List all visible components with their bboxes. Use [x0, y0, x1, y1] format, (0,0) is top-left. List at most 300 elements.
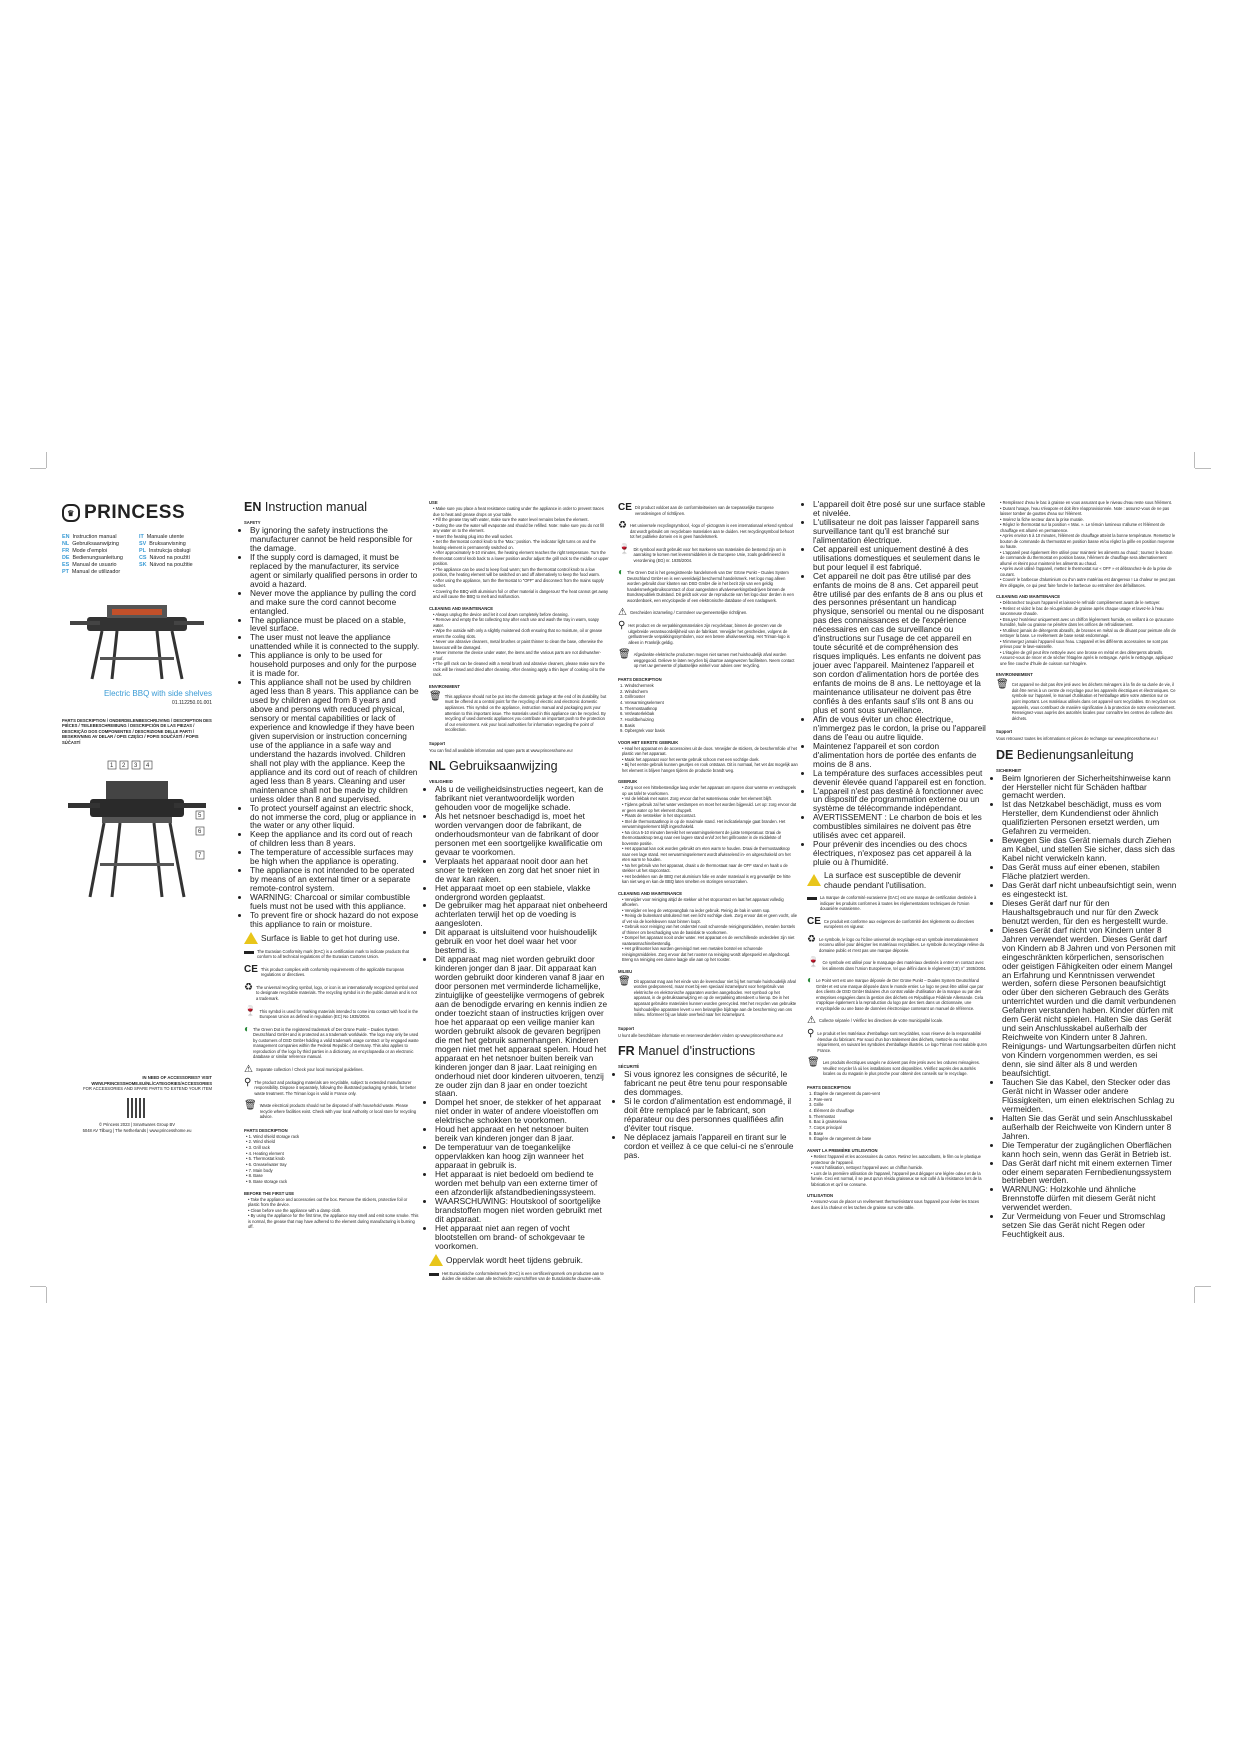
fr-ce-note: CE Ce produit est conforme aux exigences de conformité des règlements ou directives européens en vigueur.	[807, 915, 975, 930]
fr-use-list-a	[807, 1199, 987, 1210]
eac-mark-icon: ▬	[807, 892, 817, 904]
list-item: • The user must not leave the appliance unattended while it is connected to the supply.	[250, 633, 420, 651]
crop-mark	[1194, 452, 1195, 468]
model-number: 01.112250.01.001	[172, 700, 212, 706]
list-item: • Afin de vous éviter un choc électrique, n'immergez pas le cordon, la prise ou l'appareil dans de l'eau ou autre liquide.	[813, 715, 987, 742]
list-item: • Réglez le thermostat sur la position « Max. ». Le témoin lumineux s'allume et l'élément de chauffage est allumé en permanence.	[1000, 522, 1178, 533]
brand-logo	[62, 502, 212, 524]
nl-fr-column	[618, 500, 798, 1260]
list-item: • Das Gerät darf nicht mit einem externen Timer oder einem separaten Fernbedienungssystem betrieben werden.	[1002, 1159, 1178, 1186]
green-dot-icon: ◐	[618, 567, 625, 579]
list-item: • L'appareil doit être posé sur une surface stable et nivelée.	[813, 500, 987, 518]
list-item: • Après avoir utilisé l'appareil, mettez le thermostat sur « OFF » et débranchez-le de la prise de courant.	[1000, 566, 1178, 577]
en-weee-note: 🗑 Waste electrical products should not be disposed of with household waste. Please recycle where facilities exist. Check with your local Authority or local store for recycling advice.	[244, 1100, 417, 1120]
crown-icon: ♛	[62, 504, 80, 522]
sorting-icon: ⚠	[618, 607, 627, 619]
language-label: Návod na použitie	[149, 562, 193, 568]
list-item: • The appliance must be placed on a stable, level surface.	[250, 616, 420, 634]
list-item: • WARNUNG: Holzkohle und ähnliche Brennstoffe dürfen mit diesem Gerät nicht verwendet werden.	[1002, 1185, 1178, 1212]
language-label: Manuale utente	[146, 534, 184, 540]
list-item: • Pour prévenir des incendies ou des chocs électriques, n'exposez pas cet appareil à la pluie ou à l'humidité.	[813, 840, 987, 867]
fr-green-dot-note: ◐ Le Point vert est une marque déposée de Der Grüne Punkt – Duales System Deutschland GmbH et est une marque déposée dans le monde entier. Le logo ne peut être utilisé que par des clients de DSD GmbH titulaires d'un contrat valide d'utilisation de la marque ou par des entreprises engagées dans la gestion des déchets en République Fédérale Allemande. Cela s'applique également à la reproduction du logo par des tiers dans un dictionnaire, une encyclopédie ou une base de données électronique contenant un manuel de référence.	[807, 975, 984, 1011]
list-item: 4. Verwarmingselement	[620, 699, 664, 705]
list-item: • Verwijder en leeg de vetopvangbak na ieder gebruik. Reinig de bak in warm sop.	[622, 908, 798, 914]
de-safety-list	[996, 774, 1178, 1240]
fr-weee-note: 🗑 Les produits électriques usagés ne doivent pas être jetés avec les ordures ménagères. Veuillez recycler là où les installations sont disponibles. Vérifiez auprès des autorités locales ou du magasin le plus proche pour obtenir des conseils sur le recyclage.	[807, 1057, 980, 1077]
list-item: 7. Hoofdbehuizing	[620, 716, 654, 722]
list-item: • This appliance shall not be used by children aged less than 8 years. This appliance can be used by children aged from 8 years and above and persons with reduced physical, sensory or mental capabilities or lack of experience and knowledge if they have been given supervision or instruction concerning use of the appliance in a safe way and understand the hazards involved. Children shall not play with the appliance. Keep the appliance and its cord out of reach of children aged less than 8 years. Cleaning and user maintenance shall not be made by children unless older than 8 and supervised.	[250, 678, 420, 803]
list-item: • After using the appliance, turn the thermostat to "OFF" and disconnect from the mains supply socket.	[433, 578, 609, 589]
list-item: • Retirez et videz le bac de récupération de graisse après chaque usage et lavez-le à l'eau savonneuse chaude.	[1000, 606, 1178, 617]
nl-packaging-note: ⚲ Het product en de verpakkingsmaterialen zijn recyclebaar, binnen de grenzen van de uitgebreide verantwoordelijkheid van de fabrikant. Verwijder het gescheiden, volgens de geïllustreerde verpakkingssymbolen, voor een betere afvalverwerking. Het Triman-logo is alleen in Frankrijk geldig.	[618, 620, 790, 645]
list-item: • The grill rack can be cleaned with a metal brush and abrasive cleaners, please make sure the rack will be rinsed and dried after cleaning. After cleaning apply a thin layer of cooking oil to the rack.	[433, 661, 609, 678]
parts-heading: PARTS DESCRIPTION / ONDERDELENBESCHRIJVING / DESCRIPTION DES PIÈCES / TEILEBESCHREIBUNG / DESCRIPCIÓN DE LAS PIEZAS / DESCRIÇÃO DOS COMPONENTES / DESCRIZIONE DELLE PARTI / BESKRIVNING AV DELAR / OPIS CZĘŚCI / POPIS SOUČÁSTÍ / POPIS SÚČASTÍ	[62, 718, 212, 745]
fr-hot-surface-warning: La surface est susceptible de devenir chaude pendant l'utilisation.	[807, 870, 987, 890]
de-safety-label: SICHERHEIT	[996, 767, 1022, 773]
en-support-label: Support	[429, 740, 446, 746]
nl-clean-list	[618, 897, 798, 963]
fr-parts-list	[807, 1091, 987, 1142]
nl-before-label: VOOR HET EERSTE GEBRUIK	[618, 739, 679, 745]
language-label: Bedienungsanleitung	[72, 555, 123, 561]
list-item: • The temperature of accessible surfaces may be high when the appliance is operating.	[250, 848, 420, 866]
list-item: • Remplissez d'eau le bac à graisse en vous assurant que le niveau d'eau reste sous l'élément.	[1000, 500, 1178, 506]
language-label: Mode d'emploi	[72, 548, 108, 554]
fr-parts-label: PARTS DESCRIPTION	[807, 1084, 851, 1090]
list-item: • After approximately 5-10 minutes, the heating element reaches the right temperature. Turn the thermostat control knob back to a lower position and/or adjust the grill rack to the middle or upper position.	[433, 550, 609, 567]
fr-food-note: 🍷 Ce symbole est utilisé pour le marquage des matériaux destinés à entrer en contact avec les aliments dans l'Union Européenne, tel que défini dans le règlement (CE) n° 1935/2004.	[807, 957, 987, 971]
list-item: • La température des surfaces accessibles peut devenir élevée quand l'appareil est en fonction.	[813, 769, 987, 787]
language-item	[62, 534, 135, 540]
list-item: 8. Base	[809, 1130, 824, 1136]
list-item: • To protect yourself against an electric shock, do not immerse the cord, plug or appliance in the water or any other liquid.	[250, 804, 420, 831]
list-item: • Als het netsnoer beschadigd is, moet het worden vervangen door de fabrikant, de onderhoudsmonteur van de fabrikant of door personen met een soortgelijke kwalificatie om gevaar te voorkomen.	[435, 812, 609, 857]
en-parts-label: PARTS DESCRIPTION	[244, 1127, 288, 1133]
en-column	[244, 500, 420, 1260]
list-item: • Si le cordon d'alimentation est endommagé, il doit être remplacé par le fabricant, son réparateur ou des personnes qualifiées afin d'éviter tout risque.	[624, 1097, 798, 1133]
accessories-url[interactable]: WWW.PRINCESSHOME.EU/NL/CATEGORIES/ACCESSORIES	[91, 1080, 212, 1086]
list-item: • Keep the appliance and its cord out of reach of children less than 8 years.	[250, 830, 420, 848]
list-item: • Het apparaat niet aan regen of vocht blootstellen om brand- of schokgevaar te voorkomen.	[435, 1224, 609, 1251]
green-dot-icon: ◐	[807, 975, 814, 987]
nl-recycle-note: ♻ Het universele recyclingsymbool, -logo of -pictogram is een internationaal erkend symbool dat wordt gebruikt om recyclebare materialen aan te duiden. Het recyclingsymbool behoort tot het publieke domein en is geen handelsmerk.	[618, 520, 795, 540]
list-item: • Bij het eerste gebruik kunnen geurtjes en rook ontstaan. Dit is normaal, het vet dat mogelijk aan het element is blijven hangen tijdens de productie brandt weg.	[622, 762, 798, 773]
list-item: 7. Corps principal	[809, 1124, 842, 1130]
list-item: 3. Grillrooster	[620, 694, 646, 700]
list-item: • 4. Heating element	[246, 1151, 420, 1157]
en-food-note: 🍷 This symbol is used for marking materials intended to come into contact with food in the European Union as defined in regulation (EC) No 1935/2004.	[244, 1005, 419, 1020]
svg-text:1: 1	[110, 763, 114, 770]
list-item: • Verplaats het apparaat nooit door aan het snoer te trekken en zorg dat het snoer niet in de war kan raken.	[435, 857, 609, 884]
list-item: • Das Gerät darf nicht unbeaufsichtigt sein, wenn es eingesteckt ist.	[1002, 881, 1178, 899]
list-item: 9. Étagère de rangement de base	[809, 1136, 872, 1142]
fr-env-label: ENVIRONNEMENT	[996, 672, 1033, 678]
list-item: • Always unplug the device and let it cool down completely before cleaning.	[433, 612, 609, 618]
list-item: 4. Élément de chauffage	[809, 1107, 855, 1113]
list-item: • Die Temperatur der zugänglichen Oberflächen kann hoch sein, wenn das Gerät in Betrieb ist.	[1002, 1141, 1178, 1159]
language-label: Instruction manual	[72, 534, 117, 540]
nl-separate-note: ⚠ Gescheiden inzameling / Controleer uw gemeentelijke richtlijnen.	[618, 607, 748, 619]
list-item: • Cet appareil ne doit pas être utilisé par des enfants de moins de 8 ans. Cet appareil peut être utilisé par des enfants de 8 ans ou plus et des personnes présentant un handicap physique, sensoriel ou mental ou ne disposant pas des connaissances et de l'expérience nécessaires en cas de surveillance ou d'instructions sur l'usage de cet appareil en toute sécurité et de compréhension des risques impliqués. Les enfants ne doivent pas jouer avec l'appareil. Maintenez l'appareil et son cordon d'alimentation hors de portée des enfants de moins de 8 ans. Le nettoyage et la maintenance utilisateur ne doivent pas être confiés à des enfants sauf s'ils ont 8 ans ou plus et sont sous surveillance.	[813, 572, 987, 715]
language-item	[62, 548, 135, 554]
list-item: • Take the appliance and accessories out the box. Remove the stickers, protective foil or plastic from the device.	[248, 1197, 420, 1208]
nl-use-list	[618, 785, 798, 884]
list-item: • Clean before use the appliance with a damp cloth.	[248, 1208, 420, 1214]
en-hot-surface-warning: Surface is liable to get hot during use.	[244, 932, 420, 944]
fr-before-list	[807, 1154, 987, 1187]
en-safety-label: SAFETY	[244, 520, 261, 525]
list-item: • AVERTISSEMENT : Le charbon de bois et les combustibles similaires ne doivent pas être utilisés avec cet appareil.	[813, 813, 987, 840]
list-item: • WAARSCHUWING: Houtskool of soortgelijke brandstoffen mogen niet worden gebruikt met dit apparaat.	[435, 1197, 609, 1224]
en-before-list	[244, 1197, 420, 1230]
nl-hot-surface-warning: Oppervlak wordt heet tijdens gebruik.	[429, 1254, 609, 1266]
fr-before-label: AVANT LA PREMIÈRE UTILISATION	[807, 1147, 878, 1153]
list-item: • L'utilisateur ne doit pas laisser l'appareil sans surveillance tant qu'il est branché sur l'alimentation électrique.	[813, 518, 987, 545]
en-green-dot-note: ◐ The Green Dot is the registered trademark of Der Grüne Punkt – Duales System Deutschland GmbH and is protected as a trademark worldwide. The logo may only be used by customers of DSD GmbH holding a valid trademark usage contract or by engaged waste management companies within the Federal Republic of Germany. This also applies to reproduction of the logo by third parties in a dictionary, an encyclopaedia or an electronic database or similar reference manual.	[244, 1023, 419, 1060]
list-item: • Assurez-vous de placer un revêtement thermorésistant sous l'appareil pour éviter les traces dues à la chaleur et les taches de graisse sur votre table.	[811, 1199, 987, 1210]
nl-support-text: U kunt alle beschikbare informatie en reserveonderdelen vinden op www.princesshome.eu!	[618, 1032, 783, 1038]
list-item: • Cet appareil est uniquement destiné à des utilisations domestiques et seulement dans le but pour lequel il est fabriqué.	[813, 545, 987, 572]
list-item: • Dompel het apparaat nooit onder water. Het apparaat en de verschillende onderdelen zijn niet vaatwasmachinebestendig.	[622, 935, 798, 946]
list-item: 9. Opbergrek voor basis	[620, 728, 665, 734]
list-item: • Never move the appliance by pulling the cord and make sure the cord cannot become entangled.	[250, 589, 420, 616]
language-code: EN	[62, 534, 70, 540]
language-item	[62, 569, 135, 575]
en-clean-label: CLEANING AND MAINTENANCE	[429, 605, 494, 611]
language-item	[62, 562, 135, 568]
list-item: 1. Étagère de rangement du pare-vent	[809, 1090, 881, 1096]
warning-triangle-icon	[807, 874, 821, 886]
nl-support-label: Support	[618, 1025, 635, 1031]
nl-env-note: 🗑 Dit apparaat mag aan het einde van de levensduur niet bij het normale huishoudelijk afval worden gedeponeerd, maar moet bij een speciaal inzamelpunt voor hergebruik van elektrische en elektronische apparaten worden aangeboden. Het symbool op het apparaat, in de gebruiksaanwijzing en op de verpakking attendeert u hierop. De in het apparaat gebruikte materialen kunnen worden gerecycled. Met het recyclen van gebruikte huishoudelijke apparaten levert u een belangrijke bijdrage aan de bescherming van ons milieu. Informeer bij uw lokale overheid naar het inzamelpunt.	[618, 975, 797, 1018]
list-item: • Make sure you place a heat resistance coating under the appliance in order to prevent traces due to heat and grease drops on your table.	[433, 506, 609, 517]
list-item: • Na het gebruik van het apparaat, draait u de thermostaat naar de OFF stand en haalt u de stekker uit het stopcontact.	[622, 863, 798, 874]
parts-diagram	[62, 751, 212, 901]
triman-icon: ⚲	[244, 1076, 252, 1088]
list-item: • Het apparaat moet op een stabiele, vlakke ondergrond worden geplaatst.	[435, 884, 609, 902]
fr-clean-list	[996, 600, 1178, 666]
language-code: DE	[62, 555, 70, 561]
fr-use-label: UTILISATION	[807, 1193, 833, 1199]
list-item: • Dit apparaat mag niet worden gebruikt door kinderen jonger dan 8 jaar. Dit apparaat kan worden gebruikt door kinderen vanaf 8 jaar en door personen met verminderde lichamelijke, zintuiglijke of geestelijke vermogens of gebrek aan de benodigde ervaring en kennis indien ze onder toezicht staan of instructies krijgen over hoe het apparaat op een veilige manier kan worden gebruikt alsook de gevaren begrijpen die met het gebruik samenhangen. Kinderen mogen niet met het apparaat spelen. Houd het apparaat en het netsnoer buiten bereik van kinderen jonger dan 8 jaar. Laat reiniging en onderhoud niet door kinderen uitvoeren, tenzij ze ouder zijn dan 8 jaar en onder toezicht staan.	[435, 955, 609, 1098]
list-item: • Halten Sie das Gerät und sein Anschlusskabel außerhalb der Reichweite von Kindern unter 8 Jahren.	[1002, 1114, 1178, 1141]
language-item	[139, 569, 212, 575]
warning-triangle-icon	[244, 932, 258, 944]
list-item: 2. Windscherm	[620, 688, 648, 694]
en-nl-column	[429, 500, 609, 1282]
language-code: PT	[62, 569, 69, 575]
en-parts-list	[244, 1134, 420, 1185]
list-item: • Dieses Gerät darf nicht von Kindern unter 8 Jahren verwendet werden. Dieses Gerät darf von Kindern ab 8 Jahren und von Personen mit eingeschränkten körperlichen, sensorischen oder geistigen Fähigkeiten oder einem Mangel an Erfahrung und Kenntnissen verwendet werden, sofern diese Personen beaufsichtigt oder über den sicheren Gebrauch des Geräts unterrichtet wurden und die damit verbundenen Gefahren verstanden haben. Kinder dürfen mit dem Gerät nicht spielen. Halten Sie das Gerät und sein Anschlusskabel außerhalb der Reichweite von Kindern unter 8 Jahren. Reinigungs- und Wartungsarbeiten dürfen nicht von Kindern vorgenommen werden, es sei denn, sie sind älter als 8 und werden beaufsichtigt.	[1002, 926, 1178, 1078]
fr-safety-list-a	[618, 1070, 798, 1160]
manual-sheet	[62, 499, 1180, 1282]
ce-mark-icon: CE	[807, 915, 821, 927]
list-item: • Couvrir le barbecue d'aluminium ou d'un autre matériau est dangereux ! La chaleur ne peut pas être dégagée, ce qui peut faire fondre le barbecue ou entraîner des défaillances.	[1000, 577, 1178, 588]
list-item: • 2. Wind shield	[246, 1139, 420, 1145]
language-label: Bruksanvisning	[149, 541, 186, 547]
list-item: • Zorg voor een hittebestendige laag onder het apparaat om sporen door warmte en vetdruppels op uw tafel te voorkomen.	[622, 785, 798, 796]
list-item: • Ne déplacez jamais l'appareil en tirant sur le cordon et veillez à ce que celui-ci ne s'enroule pas.	[624, 1133, 798, 1160]
list-item: • Na circa 5-10 minuten bereikt het verwarmingselement de juiste temperatuur. Draai de thermostaatknop terug naar een lagere stand en/of zet het grillrooster in de middelste of bovenste positie.	[622, 830, 798, 847]
list-item: • Remove and empty the fat collecting tray after each use and wash the tray in warm, soapy water.	[433, 617, 609, 628]
ce-mark-icon: CE	[244, 963, 258, 975]
recycle-icon: ♻	[244, 981, 253, 993]
nl-use-label: GEBRUIK	[618, 779, 638, 785]
list-item: • N'utilisez jamais de détergents abrasifs, de brosses en métal ou de diluant pour peinture afin de nettoyer la base. Le revêtement de base serait endommagé.	[1000, 628, 1178, 639]
list-item: • Het apparaat kan ook worden gebruikt om eten warm te houden. Draai de thermostaatknop naar een lage stand. Het verwarmingselement wordt afwisselend in- en uitgeschakeld om het eten warm te houden.	[622, 846, 798, 863]
list-item: • Never immerse the device under water, the items and the various parts are not dishwasher-proof.	[433, 650, 609, 661]
fr-safety-list-b	[807, 500, 987, 867]
svg-text:3: 3	[134, 763, 138, 770]
warning-triangle-icon	[429, 1254, 443, 1266]
list-item: • Never use abrasive cleaners, metal brushes or paint thinner to clean the base, otherwise the basecoat will be damaged.	[433, 639, 609, 650]
food-contact-icon: 🍷	[244, 1005, 257, 1017]
language-item	[62, 555, 135, 561]
list-item: • This appliance is only to be used for household purposes and only for the purpose it is made for.	[250, 651, 420, 678]
nl-clean-label: CLEANING AND MAINTENANCE	[618, 890, 683, 896]
sorting-icon: ⚠	[244, 1063, 253, 1075]
list-item: • De gebruiker mag het apparaat niet onbeheerd achterlaten terwijl het op de voeding is aangesloten.	[435, 901, 609, 928]
list-item: • WARNING: Charcoal or similar combustible fuels must not be used with this appliance.	[250, 893, 420, 911]
list-item: • L'appareil n'est pas destiné à fonctionner avec un dispositif de programmation externe ou un système de télécommande indépendant.	[813, 787, 987, 814]
list-item: • Ist das Netzkabel beschädigt, muss es vom Hersteller, dem Kundendienst oder ähnlich qualifizierten Personen ersetzt werden, um Gefahren zu vermeiden.	[1002, 800, 1178, 836]
food-contact-icon: 🍷	[618, 543, 631, 555]
fr-support-label: Support	[996, 729, 1013, 735]
list-item: • To prevent fire or shock hazard do not expose this appliance to rain or moisture.	[250, 911, 420, 929]
fr-packaging-note: ⚲ Le produit et les matériaux d'emballage sont recyclables, sous réserve de la responsabilité étendue du fabricant. Par souci d'un bon traitement des déchets, mettez-le au rebut séparément, en suivant les symboles d'emballage illustrés. Le logo Triman n'est valable qu'en France.	[807, 1028, 987, 1053]
fr-safety-label: SÉCURITÉ	[618, 1064, 640, 1070]
list-item: 8. Basis	[620, 722, 635, 728]
list-item: • Tijdens gebruik zal het water verdampen en moet het worden bijgevuld. Let op: zorg ervoor dat er geen water op het element druppelt.	[622, 802, 798, 813]
crop-mark	[1195, 468, 1211, 469]
imprint-line2: 5048 AV Tilburg | The Netherlands | www.princesshome.eu	[82, 1127, 192, 1133]
nl-before-list	[618, 746, 798, 774]
cover-footer	[62, 1075, 212, 1133]
list-item: 5. Thermostat	[809, 1113, 835, 1119]
list-item: • Maintenez l'appareil et son cordon d'alimentation hors de portée des enfants de moins de 8 ans.	[813, 742, 987, 769]
list-item: • Fill the grease tray with water, make sure the water level remains below the element.	[433, 517, 609, 523]
list-item: • Débranchez toujours l'appareil et laissez-le refroidir complètement avant de le nettoyer.	[1000, 600, 1178, 606]
accessories-line3: FOR ACCESSORIES AND SPARE PARTS TO EXTEND YOUR ITEM	[83, 1086, 212, 1092]
language-code: PL	[139, 548, 146, 554]
list-item: • Haal het apparaat en de accessoires uit de doos. Verwijder de stickers, de beschermfolie of het plastic van het apparaat.	[622, 746, 798, 757]
language-label: Instrukcja obsługi	[148, 548, 191, 554]
crop-mark	[1194, 1287, 1195, 1303]
list-item: • Het apparaat is niet bedoeld om bediend te worden met behulp van een externe timer of een afzonderlijk afstandbedieningssysteem.	[435, 1170, 609, 1197]
list-item: • Durant l'usage, l'eau s'évapore et doit être réapprovisionnée. Note : assurez-vous de ne pas laisser tomber de gouttes d'eau sur l'élément.	[1000, 506, 1178, 517]
product-title: Electric BBQ with side shelves	[103, 689, 212, 698]
fr-heading: FR Manuel d'instructions	[618, 1044, 756, 1059]
list-item: • Houd het apparaat en het netsnoer buiten bereik van kinderen jonger dan 8 jaar.	[435, 1125, 609, 1143]
recycle-icon: ♻	[807, 933, 816, 945]
sorting-icon: ⚠	[807, 1015, 816, 1027]
list-item: • Covering the BBQ with aluminium foil or other material is dangerous! The heat cannot get away and will cause the BBQ to melt and malfunction.	[433, 589, 609, 600]
wheelie-bin-icon: 🗑	[618, 975, 631, 987]
bbq-product-icon	[62, 587, 212, 683]
list-item: • Dit apparaat is uitsluitend voor huishoudelijk gebruik en voor het doel waar het voor bestemd is.	[435, 928, 609, 955]
list-item: • Vul de lekbak met water. Zorg ervoor dat het waterniveau onder het element blijft.	[622, 796, 798, 802]
language-code: SK	[139, 562, 147, 568]
fr-clean-label: CLEANING AND MAINTENANCE	[996, 594, 1061, 600]
svg-text:7: 7	[198, 853, 202, 860]
nl-heading: NL Gebruiksaanwijzing	[429, 759, 558, 774]
list-item: • 8. Base	[246, 1173, 420, 1179]
list-item: • Dompel het snoer, de stekker of het apparaat niet onder in water of andere vloeistoffen om elektrische schokken te voorkomen.	[435, 1098, 609, 1125]
wheelie-bin-icon: 🗑	[618, 649, 631, 661]
language-item	[139, 548, 212, 554]
en-safety-list	[244, 526, 420, 929]
en-before-label: BEFORE THE FIRST USE	[244, 1190, 295, 1196]
en-env-label: ENVIRONMENT	[429, 683, 460, 689]
wheelie-bin-icon: 🗑	[429, 690, 442, 702]
language-item	[139, 562, 212, 568]
language-item	[139, 541, 212, 547]
nl-safety-list	[429, 785, 609, 1251]
list-item: 3. Grille	[809, 1102, 824, 1108]
cover-column	[62, 500, 212, 1260]
list-item: • Zur Vermeidung von Feuer und Stromschlag setzen Sie das Gerät nicht Regen oder Feuchtigkeit aus.	[1002, 1212, 1178, 1239]
brand-name: PRINCESS	[84, 502, 186, 523]
svg-text:5: 5	[198, 813, 202, 820]
nl-safety-label: VEILIGHEID	[429, 779, 453, 785]
list-item: • L'appareil peut également être utilisé pour maintenir les aliments au chaud ; tournez le bouton de commande du thermostat en position basse, l'élément de chauffage sera alternativement allumé et éteint pour maintenir les aliments au chaud.	[1000, 550, 1178, 567]
list-item: • Tauchen Sie das Kabel, den Stecker oder das Gerät nicht in Wasser oder andere Flüssigkeiten, um einen elektrischen Schlag zu vermeiden.	[1002, 1078, 1178, 1114]
list-item: • 1. Wind shield storage rack	[246, 1134, 420, 1140]
nl-parts-list	[618, 683, 798, 734]
list-item: • Retirez l'appareil et les accessoires du carton. Retirez les autocollants, le film ou le plastique protecteur de l'appareil.	[811, 1154, 987, 1165]
list-item: • Si vous ignorez les consignes de sécurité, le fabricant ne peut être tenu pour responsable des dommages.	[624, 1070, 798, 1097]
list-item: • By using the appliance for the first time, the appliance may smell and emit some smoke. This is normal, the grease that may have adhered to the element during manufacturing is burning off.	[248, 1213, 420, 1230]
eac-mark-icon: ▬	[244, 945, 254, 957]
crop-mark	[30, 468, 46, 469]
fr-support-text: Vous retrouvez toutes les informations et pièces de rechange sur www.princesshome.eu !	[996, 736, 1159, 742]
triman-icon: ⚲	[807, 1028, 815, 1040]
svg-text:2: 2	[122, 763, 126, 770]
list-item: • Beim Ignorieren der Sicherheitshinweise kann der Hersteller nicht für Schäden haftbar gemacht werden.	[1002, 774, 1178, 801]
language-code: ES	[62, 562, 70, 568]
language-label: Návod na použití	[149, 555, 190, 561]
en-clean-list	[429, 612, 609, 678]
nl-food-note: 🍷 Dit symbool wordt gebruikt voor het markeren van materialen die bestemd zijn om in aanraking te komen met levensmiddelen in de Europese Unie, zoals gedefinieerd in verordening (EG) nr. 1935/2004.	[618, 543, 786, 563]
nl-ce-note: CE Dit product voldoet aan de conformiteitseisen van de toepasselijke Europese verordeningen of richtlijnen.	[618, 502, 774, 516]
crop-mark	[46, 452, 47, 468]
nl-eac-note: ▬ Het Euraziatische conformiteitsmerk (EAC) is een certificeringsmerk om producten aan te duiden die voldoen aan alle technische voorschriften van de Euraziatische douane-unie.	[429, 1267, 604, 1282]
de-heading: DE Bedienungsanleitung	[996, 747, 1134, 762]
list-item: • If the supply cord is damaged, it must be replaced by the manufacturer, its service agent or similarly qualified persons in order to avoid a hazard.	[250, 553, 420, 589]
list-item: • 3. Grill rack	[246, 1145, 420, 1151]
language-code: NL	[62, 541, 70, 547]
list-item: • Wipe the outside with only a slightly moistened cloth ensuring that no moisture, oil or grease enters the cooling slots.	[433, 628, 609, 639]
crop-mark	[46, 1287, 47, 1303]
list-item: • Plaats de netstekker in het stopcontact.	[622, 813, 798, 819]
triman-icon: ⚲	[618, 620, 626, 632]
list-item: 6. Vet/waterlekbak	[620, 711, 655, 717]
list-item: • Avant l'utilisation, nettoyez l'appareil avec un chiffon humide.	[811, 1165, 987, 1171]
language-code: SV	[139, 541, 147, 547]
list-item: • Als u de veiligheidsinstructies negeert, kan de fabrikant niet verantwoordelijk worden gehouden voor de mogelijke schade.	[435, 785, 609, 812]
en-use-label: USE	[429, 500, 438, 505]
list-item: • By ignoring the safety instructions the manufacturer cannot be held responsible for the damage.	[250, 526, 420, 553]
language-label: Manual de usuario	[72, 562, 117, 568]
list-item: 1. Windschermrek	[620, 682, 654, 688]
en-use-list	[429, 506, 609, 600]
list-item: • L'étagère de gril peut être nettoyée avec une brosse en métal et des détergents abrasifs. Assurez-vous de rincer et de sécher l'étagère après le nettoyage. Après le nettoyage, appliquez une fine couche d'huile de cuisson sur l'étagère.	[1000, 650, 1178, 667]
bbq-parts-diagram-icon	[62, 751, 212, 901]
eac-mark-icon: ▬	[429, 1267, 439, 1279]
nl-weee-note: 🗑 Afgedankte elektrische producten mogen niet samen met huishoudelijk afval worden weggegooid. Gelieve te laten recyclen bij daartoe aangewezen faciliteiten. Neem contact op met uw gemeente of plaatselijke winkel voor advies over recycling.	[618, 649, 795, 669]
recycle-icon: ♻	[618, 520, 627, 532]
language-label: Gebruiksaanwijzing	[72, 541, 119, 547]
list-item: • 9. Base storage rack	[246, 1179, 420, 1185]
en-separate-note: ⚠ Separate collection / Check your local municipal guidelines.	[244, 1063, 364, 1075]
fr-separate-note: ⚠ Collecte séparée / Vérifiez les directives de votre municipalité locale.	[807, 1015, 944, 1027]
fr-eac-note: ▬ La marque de conformité eurasienne (EAC) est une marque de certification destinée à indiquer les produits conformes à toutes les réglementations techniques de l'Union douanière eurasienne.	[807, 892, 977, 912]
list-item: • Bewegen Sie das Gerät niemals durch Ziehen am Kabel, und stellen Sie sicher, dass sich das Kabel nicht verwickeln kann.	[1002, 836, 1178, 863]
imprint-line1: © Princess 2023 | Smartwares Group BV	[98, 1122, 176, 1128]
list-item: • N'immergez jamais l'appareil sous l'eau. L'appareil et les différents accessoires ne sont pas prévus pour le lave-vaisselle.	[1000, 639, 1178, 650]
language-item	[139, 555, 212, 561]
list-item: • Dieses Gerät darf nur für den Haushaltsgebrauch und nur für den Zweck benutzt werden, für den es hergestellt wurde.	[1002, 899, 1178, 926]
list-item: • Insérez la fiche secteur dans la prise murale.	[1000, 517, 1178, 523]
en-heading: EN Instruction manual	[244, 500, 367, 514]
language-item	[62, 541, 135, 547]
list-item: • Verwijder voor reiniging altijd de stekker uit het stopcontact en laat het apparaat volledig afkoelen.	[622, 897, 798, 908]
list-item: • 5. Thermostat knob	[246, 1156, 420, 1162]
ce-mark-icon: CE	[618, 502, 632, 513]
list-item: • Reinig de buitenkant uitsluitend met een licht vochtige doek. Zorg ervoor dat er geen vocht, olie of vet via de koelsleuven naar binnen loopt.	[622, 913, 798, 924]
list-item: 6. Bac à graisse/eau	[809, 1119, 848, 1125]
list-item: • The appliance is not intended to be operated by means of an external timer or a separate remote-control system.	[250, 866, 420, 893]
en-packaging-note: ⚲ The product and packaging materials are recyclable, subject to extended manufacturer responsibility. Dispose it separately, following the illustrated packaging symbols, for better waste treatment. The Triman logo is valid in France only.	[244, 1076, 416, 1096]
en-recycle-note: ♻ The universal recycling symbol, logo, or icon is an internationally recognized symbol used to designate recyclable materials. The recycling symbol is in the public domain and is not a trademark.	[244, 981, 418, 1001]
list-item: • The appliance can be used to keep food warm; turn the thermostat control knob to a low position, the heating element will be switched on and off alternatively to keep the food warm.	[433, 567, 609, 578]
wheelie-bin-icon: 🗑	[244, 1100, 257, 1112]
fr-use-list-b	[996, 500, 1178, 588]
en-support-text: You can find all available information and spare parts at www.princesshome.eu!	[429, 747, 573, 753]
list-item: • Après environ 5 à 10 minutes, l'élément de chauffage atteint la bonne température. Remettez le bouton de commande du thermostat en position basse et/ou réglez la grille en position moyenne ou haute.	[1000, 533, 1178, 550]
language-code: IT	[139, 534, 144, 540]
green-dot-icon: ◐	[244, 1023, 251, 1035]
fr-env-note: 🗑 Cet appareil ne doit pas être jeté avec les déchets ménagers à la fin de sa durée de vie, il doit être remis à un centre de recyclage pour les appareils électriques et électroniques. Ce symbole sur l'appareil, le manuel d'utilisation et l'emballage attire votre attention sur ce point important. Les matériaux utilisés dans cet appareil sont recyclables. En recyclant vos appareils, vous contribuez de manière significative à la protection de notre environnement. Renseignez-vous auprès des autorités locales pour connaître les centres de collecte des déchets.	[996, 679, 1176, 721]
language-item	[139, 534, 212, 540]
wheelie-bin-icon: 🗑	[996, 679, 1009, 691]
list-item: • 7. Main body	[246, 1168, 420, 1174]
crop-mark	[30, 1286, 46, 1287]
crop-mark	[1195, 1286, 1211, 1287]
list-item: • Het grillrooster kan worden gereinigd met een metalen borstel en schurende reinigingsmiddelen. Zorg ervoor dat het rooster na reiniging wordt afgespoeld en afgedroogd. Breng na reiniging een dunne laagje olie aan op het rooster.	[622, 946, 798, 963]
list-item: 2. Pare-vent	[809, 1096, 832, 1102]
list-item: • 6. Grease/water tray	[246, 1162, 420, 1168]
en-ce-note: CE This product complies with conformity requirements of the applicable European regulations or directives.	[244, 963, 405, 978]
list-item: • De temperatuur van de toegankelijke oppervlakken kan hoog zijn wanneer het apparaat in gebruik is.	[435, 1143, 609, 1170]
language-code: CS	[139, 555, 147, 561]
nl-green-dot-note: ◐ The Green Dot is het geregistreerde handelsmerk van Der Grüne Punkt – Duales System Deutschland GmbH en is een wereldwijd beschermd handelsmerk. Het logo mag alleen worden gebruikt door klanten van DSD GmbH die in het bezit zijn van een geldig handelsmerkgebruikscontract of door aangesloten afvalverwerkingsbedrijven binnen de Bondsrepubliek Duitsland. Dit geldt ook voor de reproductie van het logo door derden in een woordenboek, een encyclopedie of een elektronische database of een naslagwerk.	[618, 567, 794, 603]
language-code: FR	[62, 548, 70, 554]
language-list	[62, 534, 212, 575]
list-item: • Gebruik voor reiniging van het onderstel nooit schurende reinigingsmiddelen, metalen borstels of thinner om beschadiging van de basislak te voorkomen.	[622, 924, 798, 935]
list-item: • Das Gerät muss auf einer ebenen, stabilen Fläche platziert werden.	[1002, 863, 1178, 881]
list-item: • Lors de la première utilisation de l'appareil, l'appareil peut dégager une légère odeur et de la fumée. Ceci est normal, il se peut qu'un résidu graisseux se soit collé à la résistance lors de la fabrication et qu'il se consume.	[811, 1171, 987, 1188]
list-item: • Het bedekken van de BBQ met aluminium folie en ander materiaal is erg gevaarlijk! De hitte kan niet weg en kan de BBQ laten smelten en storingen veroorzaken.	[622, 874, 798, 885]
en-env-note: 🗑 This appliance should not be put into the domestic garbage at the end of its durability, but must be offered at a central point for the recycling of electric and electronic domestic appliances. This symbol on the appliance, instruction manual and packaging puts your attention to this important issue. The materials used in this appliance can be recycled. By recycling of used domestic appliances you contribute an important push to the protection of our environment. Ask your local authorities for information regarding the point of recollection.	[429, 690, 607, 733]
list-item: • During the use the water will evaporate and should be refilled. Note: make sure you do not fill any water on to the element.	[433, 523, 609, 534]
en-eac-note: ▬ The Eurasian Conformity mark (EAC) is a certification mark to indicate products that conform to all technical regulations of the Eurasian Customs Union.	[244, 945, 409, 960]
nl-env-label: MILIEU	[618, 968, 633, 974]
list-item: • Essuyez l'extérieur uniquement avec un chiffon légèrement humide, en veillant à ce qu'aucune humidité, huile ou graisse ne pénètre dans les orifices de refroidissement.	[1000, 617, 1178, 628]
accessories-line1: IN NEED OF ACCESSORIES? VISIT	[142, 1075, 212, 1080]
nl-parts-label: PARTS DESCRIPTION	[618, 676, 662, 682]
list-item: 5. Thermostaatknop	[620, 705, 658, 711]
